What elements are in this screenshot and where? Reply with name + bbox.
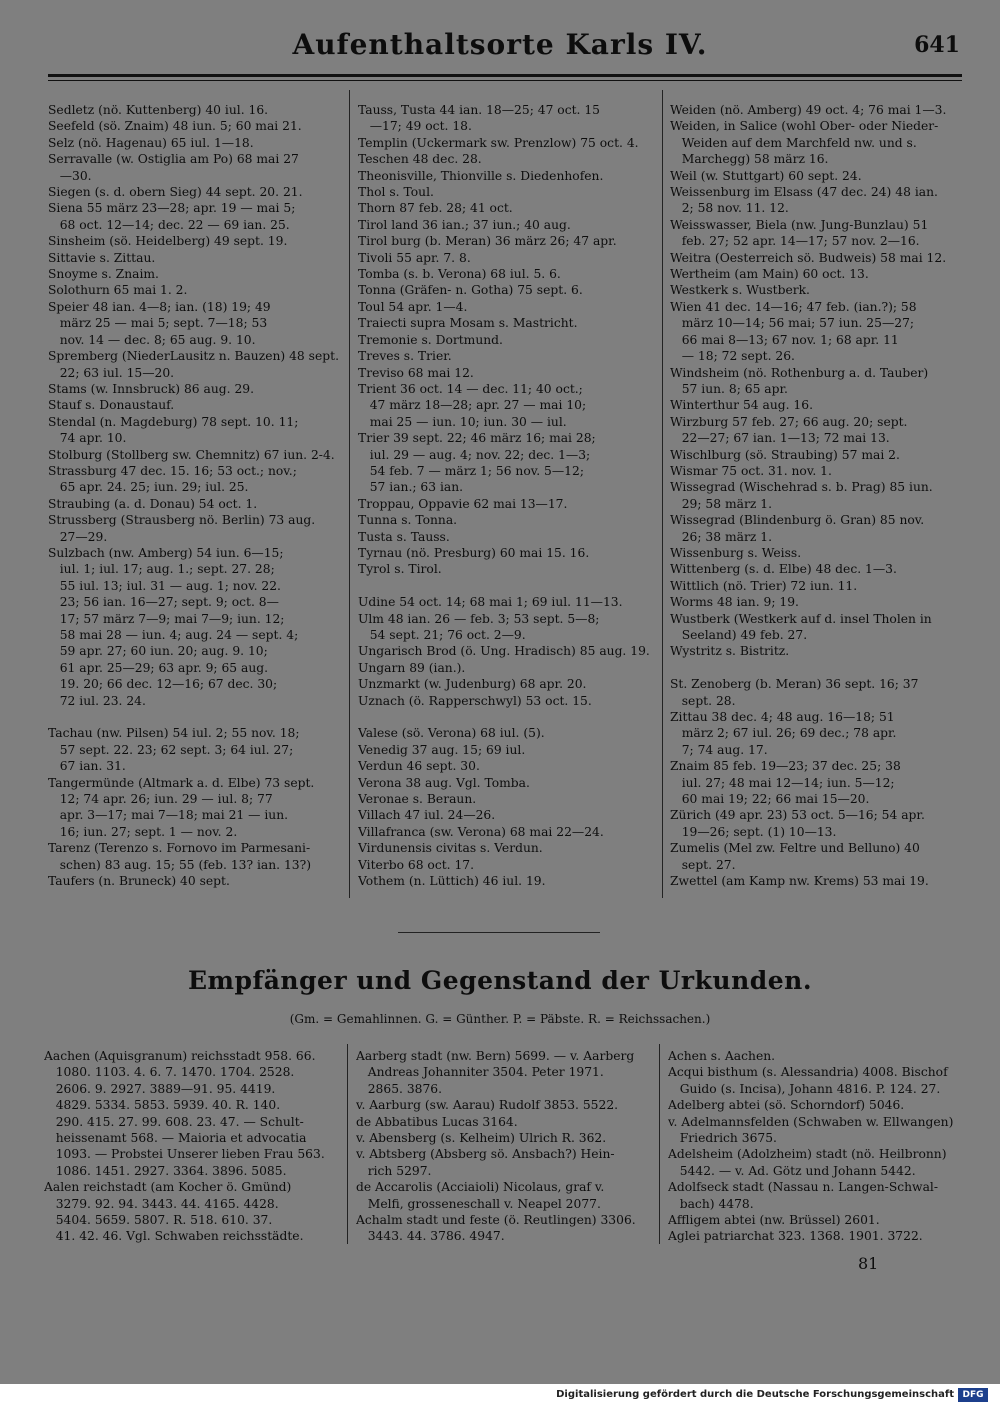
entry-line: feb. 27; 52 apr. 14—17; 57 nov. 2—16. xyxy=(670,234,920,249)
entry-line: v. Abensberg (s. Kelheim) Ulrich R. 362. xyxy=(356,1131,607,1146)
entry-line: Affligem abtei (nw. Brüssel) 2601. xyxy=(668,1213,880,1228)
entry-line: —30. xyxy=(48,168,92,183)
entry-line: 12; 74 apr. 26; iun. 29 — iul. 8; 77 xyxy=(48,792,273,807)
entry-line: Tangermünde (Altmark a. d. Elbe) 73 sept. xyxy=(48,775,315,790)
entry-line: 5442. — v. Ad. Götz und Johann 5442. xyxy=(668,1163,916,1178)
entry-line: 67 ian. 31. xyxy=(48,759,126,774)
entry-line: Wustberk (Westkerk auf d. insel Tholen in xyxy=(670,611,932,626)
entry-line: iul. 29 — aug. 4; nov. 22; dec. 1—3; xyxy=(358,447,591,462)
entry-line: Aachen (Aquisgranum) reichsstadt 958. 66. xyxy=(44,1049,316,1063)
entry-line: Stendal (n. Magdeburg) 78 sept. 10. 11; xyxy=(48,414,299,429)
entry-line: Templin (Uckermark sw. Prenzlow) 75 oct. 4. xyxy=(358,135,639,150)
entry-line: Windsheim (nö. Rothenburg a. d. Tauber) xyxy=(670,365,929,380)
entry-line: Sedletz (nö. Kuttenberg) 40 iul. 16. xyxy=(48,103,269,117)
entry-line: Westkerk s. Wustberk. xyxy=(670,283,810,298)
entry-line: apr. 3—17; mai 7—18; mai 21 — iun. xyxy=(48,808,289,823)
entry-line: 68 oct. 12—14; dec. 22 — 69 ian. 25. xyxy=(48,217,290,232)
entry-line: Wystritz s. Bistritz. xyxy=(670,644,790,659)
entry-line: 16; iun. 27; sept. 1 — nov. 2. xyxy=(48,824,238,839)
entry-line: nov. 14 — dec. 8; 65 aug. 9. 10. xyxy=(48,332,256,347)
entry-line: de Accarolis (Acciaioli) Nicolaus, graf v. xyxy=(356,1180,605,1195)
entry-line: 3443. 44. 3786. 4947. xyxy=(356,1229,505,1244)
entry-line: 57 iun. 8; 65 apr. xyxy=(670,381,788,396)
entry-line: Tusta s. Tauss. xyxy=(358,529,450,544)
entry-line: 19. 20; 66 dec. 12—16; 67 dec. 30; xyxy=(48,677,278,692)
entry-line: 57 ian.; 63 ian. xyxy=(358,480,464,495)
entry-line: Worms 48 ian. 9; 19. xyxy=(670,595,799,610)
column-divider-2 xyxy=(662,90,663,898)
entry-line: Wirzburg 57 feb. 27; 66 aug. 20; sept. xyxy=(670,414,908,429)
entry-line: Selz (nö. Hagenau) 65 iul. 1—18. xyxy=(48,135,254,150)
entry-line: 59 apr. 27; 60 iun. 20; aug. 9. 10; xyxy=(48,644,268,659)
entry-line xyxy=(670,660,964,676)
entry-line: Venedig 37 aug. 15; 69 iul. xyxy=(358,742,526,757)
recipients-column-3 xyxy=(668,1048,960,1245)
entry-line: Teschen 48 dec. 28. xyxy=(358,152,482,167)
entry-line: Marchegg) 58 märz 16. xyxy=(670,152,829,167)
entry-line: 74 apr. 10. xyxy=(48,431,127,446)
entry-line: Speier 48 ian. 4—8; ian. (18) 19; 49 xyxy=(48,299,271,314)
entry-line: Melfi, grosseneschall v. Neapel 2077. xyxy=(356,1196,601,1211)
entry-line: Aglei patriarchat 323. 1368. 1901. 3722. xyxy=(668,1229,923,1244)
entry-line: Strussberg (Strausberg nö. Berlin) 73 aug. xyxy=(48,513,316,528)
entry-line: Ungarisch Brod (ö. Ung. Hradisch) 85 aug. 19. xyxy=(358,644,650,659)
entry-line: Verona 38 aug. Vgl. Tomba. xyxy=(358,775,530,790)
entry-line: Guido (s. Incisa), Johann 4816. P. 124. 27. xyxy=(668,1081,941,1096)
entry-line: bach) 4478. xyxy=(668,1196,754,1211)
entry-line: Seeland) 49 feb. 27. xyxy=(670,628,808,642)
entry-line: Tirol burg (b. Meran) 36 märz 26; 47 apr. xyxy=(358,234,617,249)
entry-line: schen) 83 aug. 15; 55 (feb. 13? ian. 13?) xyxy=(48,857,312,872)
entry-line: Uznach (ö. Rapperschwyl) 53 oct. 15. xyxy=(358,693,592,708)
entry-line: Winterthur 54 aug. 16. xyxy=(670,398,813,413)
entry-line: Tomba (s. b. Verona) 68 iul. 5. 6. xyxy=(358,267,561,282)
entry-line: Adelberg abtei (sö. Schorndorf) 5046. xyxy=(668,1098,905,1113)
entry-line: v. Abtsberg (Absberg sö. Ansbach?) Hein- xyxy=(356,1147,615,1162)
entry-line: Acqui bisthum (s. Alessandria) 4008. Bischof xyxy=(668,1065,948,1080)
entry-line: 66 mai 8—13; 67 nov. 1; 68 apr. 11 xyxy=(670,332,899,347)
entry-line: Straubing (a. d. Donau) 54 oct. 1. xyxy=(48,496,258,511)
entry-line: Trient 36 oct. 14 — dec. 11; 40 oct.; xyxy=(358,381,583,396)
entry-line: Trier 39 sept. 22; 46 märz 16; mai 28; xyxy=(358,431,596,446)
digitization-credit: Digitalisierung gefördert durch die Deutsche Forschungsgemeinschaft xyxy=(556,1389,954,1400)
entry-line: 3279. 92. 94. 3443. 44. 4165. 4428. xyxy=(44,1196,279,1211)
entry-line: Wissegrad (Blindenburg ö. Gran) 85 nov. xyxy=(670,513,925,528)
entry-line: sept. 27. xyxy=(670,857,736,872)
header-rule-thin xyxy=(48,80,962,81)
entry-line: Siegen (s. d. obern Sieg) 44 sept. 20. 21. xyxy=(48,185,303,200)
entry-line: iul. 27; 48 mai 12—14; iun. 5—12; xyxy=(670,775,895,790)
entry-line xyxy=(358,578,654,594)
entry-line: 72 iul. 23. 24. xyxy=(48,693,146,708)
entry-line: 27—29. xyxy=(48,529,108,544)
entry-line xyxy=(48,709,340,725)
entry-line: Thorn 87 feb. 28; 41 oct. xyxy=(358,201,513,216)
entry-line: märz 25 — mai 5; sept. 7—18; 53 xyxy=(48,316,268,331)
entry-line: Andreas Johanniter 3504. Peter 1971. xyxy=(356,1065,604,1080)
recipients-column-1 xyxy=(44,1048,336,1245)
entry-line: Achalm stadt und feste (ö. Reutlingen) 3306. xyxy=(356,1213,636,1228)
entry-line: Stolburg (Stollberg sw. Chemnitz) 67 iun. 2-4. xyxy=(48,447,335,462)
entry-line: Adolfseck stadt (Nassau n. Langen-Schwal- xyxy=(668,1180,939,1195)
entry-line: Vothem (n. Lüttich) 46 iul. 19. xyxy=(358,874,546,889)
entry-line: rich 5297. xyxy=(356,1163,432,1178)
entry-line: märz 10—14; 56 mai; 57 iun. 25—27; xyxy=(670,316,915,331)
entry-line: Siena 55 märz 23—28; apr. 19 — mai 5; xyxy=(48,201,296,216)
places-column-2 xyxy=(358,102,654,890)
entry-line: Villafranca (sw. Verona) 68 mai 22—24. xyxy=(358,824,604,839)
entry-line: Viterbo 68 oct. 17. xyxy=(358,857,475,872)
entry-line: Wismar 75 oct. 31. nov. 1. xyxy=(670,463,832,478)
entry-line: —17; 49 oct. 18. xyxy=(358,119,472,134)
header-rule-thick xyxy=(48,74,962,77)
entry-line: Achen s. Aachen. xyxy=(668,1049,776,1063)
entry-line: Virdunensis civitas s. Verdun. xyxy=(358,841,543,856)
entry-line: 58 mai 28 — iun. 4; aug. 24 — sept. 4; xyxy=(48,628,299,642)
column-divider-3 xyxy=(347,1044,348,1244)
entry-line: 1080. 1103. 4. 6. 7. 1470. 1704. 2528. xyxy=(44,1065,295,1080)
entry-line: Valese (sö. Verona) 68 iul. (5). xyxy=(358,726,545,741)
entry-line: 23; 56 ian. 16—27; sept. 9; oct. 8— xyxy=(48,595,279,610)
entry-line: 57 sept. 22. 23; 62 sept. 3; 64 iul. 27; xyxy=(48,742,294,757)
entry-line: 1086. 1451. 2927. 3364. 3896. 5085. xyxy=(44,1163,287,1178)
entry-line: Spremberg (NiederLausitz n. Bauzen) 48 sept. xyxy=(48,349,339,364)
entry-line: Weitra (Oesterreich sö. Budweis) 58 mai 12. xyxy=(670,250,947,265)
entry-line: Wissegrad (Wischehrad s. b. Prag) 85 iun. xyxy=(670,480,933,495)
entry-line: Friedrich 3675. xyxy=(668,1131,777,1146)
entry-line: Aalen reichstadt (am Kocher ö. Gmünd) xyxy=(44,1180,292,1195)
entry-line: Udine 54 oct. 14; 68 mai 1; 69 iul. 11—13. xyxy=(358,595,623,610)
entry-line: Weiden auf dem Marchfeld nw. und s. xyxy=(670,135,917,150)
entry-line: Tremonie s. Dortmund. xyxy=(358,332,503,347)
entry-line: 54 sept. 21; 76 oct. 2—9. xyxy=(358,628,526,642)
entry-line: 65 apr. 24. 25; iun. 29; iul. 25. xyxy=(48,480,249,495)
entry-line: 2; 58 nov. 11. 12. xyxy=(670,201,789,216)
entry-line: St. Zenoberg (b. Meran) 36 sept. 16; 37 xyxy=(670,677,919,692)
entry-line: 2865. 3876. xyxy=(356,1081,443,1096)
entry-line: Weiden, in Salice (wohl Ober- oder Nieder- xyxy=(670,119,939,134)
entry-line: 22—27; 67 ian. 1—13; 72 mai 13. xyxy=(670,431,890,446)
entry-line: iul. 1; iul. 17; aug. 1.; sept. 27. 28; xyxy=(48,562,275,577)
entry-line: 1093. — Probstei Unserer lieben Frau 563. xyxy=(44,1147,325,1162)
entry-line: 2606. 9. 2927. 3889—91. 95. 4419. xyxy=(44,1081,276,1096)
entry-line: Wittlich (nö. Trier) 72 iun. 11. xyxy=(670,578,858,593)
section-divider xyxy=(398,932,600,933)
entry-line: Strassburg 47 dec. 15. 16; 53 oct.; nov.; xyxy=(48,463,297,478)
entry-line: Snoyme s. Znaim. xyxy=(48,267,159,282)
entry-line: mai 25 — iun. 10; iun. 30 — iul. xyxy=(358,414,567,429)
entry-line: Unzmarkt (w. Judenburg) 68 apr. 20. xyxy=(358,677,587,692)
entry-line: Wien 41 dec. 14—16; 47 feb. (ian.?); 58 xyxy=(670,299,917,314)
entry-line: Tonna (Gräfen- n. Gotha) 75 sept. 6. xyxy=(358,283,583,298)
entry-line: Sulzbach (nw. Amberg) 54 iun. 6—15; xyxy=(48,545,284,560)
entry-line: Weissenburg im Elsass (47 dec. 24) 48 ian. xyxy=(670,185,938,200)
entry-line: Thol s. Toul. xyxy=(358,185,434,200)
entry-line: 41. 42. 46. Vgl. Schwaben reichsstädte. xyxy=(44,1229,304,1244)
entry-line: Zwettel (am Kamp nw. Krems) 53 mai 19. xyxy=(670,874,929,889)
entry-line: Wischlburg (sö. Straubing) 57 mai 2. xyxy=(670,447,900,462)
entry-line: Serravalle (w. Ostiglia am Po) 68 mai 27 xyxy=(48,152,299,167)
entry-line: 26; 38 märz 1. xyxy=(670,529,772,544)
entry-line: Sinsheim (sö. Heidelberg) 49 sept. 19. xyxy=(48,234,288,249)
entry-line: Villach 47 iul. 24—26. xyxy=(358,808,496,823)
places-column-3 xyxy=(670,102,964,890)
entry-line: Taufers (n. Bruneck) 40 sept. xyxy=(48,874,230,889)
entry-line: Aarberg stadt (nw. Bern) 5699. — v. Aarberg xyxy=(356,1049,635,1063)
entry-line: 290. 415. 27. 99. 608. 23. 47. — Schult- xyxy=(44,1114,304,1129)
entry-line: Weil (w. Stuttgart) 60 sept. 24. xyxy=(670,168,862,183)
entry-line: Zumelis (Mel zw. Feltre und Belluno) 40 xyxy=(670,841,920,856)
entry-line: Troppau, Oppavie 62 mai 13—17. xyxy=(358,496,568,511)
entry-line: Veronae s. Beraun. xyxy=(358,792,477,807)
entry-line: 17; 57 märz 7—9; mai 7—9; iun. 12; xyxy=(48,611,285,626)
entry-line: 29; 58 märz 1. xyxy=(670,496,772,511)
entry-line: v. Aarburg (sw. Aarau) Rudolf 3853. 5522. xyxy=(356,1098,619,1113)
entry-line: Zürich (49 apr. 23) 53 oct. 5—16; 54 apr. xyxy=(670,808,925,823)
entry-line: Wissenburg s. Weiss. xyxy=(670,545,802,560)
section-abbreviations: (Gm. = Gemahlinnen. G. = Günther. P. = Päbste. R. = Reichssachen.) xyxy=(289,1012,711,1026)
entry-line: märz 2; 67 iul. 26; 69 dec.; 78 apr. xyxy=(670,726,897,741)
entry-line: Ungarn 89 (ian.). xyxy=(358,660,466,675)
entry-line: Verdun 46 sept. 30. xyxy=(358,759,480,774)
page-title: Aufenthaltsorte Karls IV. xyxy=(292,28,708,61)
entry-line: Znaim 85 feb. 19—23; 37 dec. 25; 38 xyxy=(670,759,901,774)
entry-line: 22; 63 iul. 15—20. xyxy=(48,365,175,380)
dfg-logo-icon: DFG xyxy=(958,1388,988,1402)
entry-line: Sittavie s. Zittau. xyxy=(48,250,156,265)
entry-line: v. Adelmannsfelden (Schwaben w. Ellwangen) xyxy=(668,1114,954,1129)
entry-line: 55 iul. 13; iul. 31 — aug. 1; nov. 22. xyxy=(48,578,281,593)
entry-line: 4829. 5334. 5853. 5939. 40. R. 140. xyxy=(44,1098,281,1113)
entry-line: Stauf s. Donaustauf. xyxy=(48,398,175,413)
entry-line: Traiecti supra Mosam s. Mastricht. xyxy=(358,316,578,331)
entry-line: — 18; 72 sept. 26. xyxy=(670,349,795,364)
entry-line: 19—26; sept. (1) 10—13. xyxy=(670,824,837,839)
recipients-column-2 xyxy=(356,1048,648,1245)
footer-page-number: 81 xyxy=(858,1254,879,1273)
entry-line: Tivoli 55 apr. 7. 8. xyxy=(358,250,471,265)
entry-line: Treves s. Trier. xyxy=(358,349,452,364)
entry-line: Weisswasser, Biela (nw. Jung-Bunzlau) 51 xyxy=(670,217,929,232)
entry-line: Seefeld (sö. Znaim) 48 iun. 5; 60 mai 21. xyxy=(48,119,302,134)
entry-line: Weiden (nö. Amberg) 49 oct. 4; 76 mai 1—3. xyxy=(670,103,947,117)
entry-line: Treviso 68 mai 12. xyxy=(358,365,474,380)
entry-line: 61 apr. 25—29; 63 apr. 9; 65 aug. xyxy=(48,660,269,675)
entry-line: Tauss, Tusta 44 ian. 18—25; 47 oct. 15 xyxy=(358,103,601,117)
entry-line: Tunna s. Tonna. xyxy=(358,513,458,528)
entry-line: Zittau 38 dec. 4; 48 aug. 16—18; 51 xyxy=(670,710,895,725)
entry-line: 60 mai 19; 22; 66 mai 15—20. xyxy=(670,792,870,807)
entry-line: Wittenberg (s. d. Elbe) 48 dec. 1—3. xyxy=(670,562,897,577)
entry-line: Ulm 48 ian. 26 — feb. 3; 53 sept. 5—8; xyxy=(358,611,600,626)
entry-line xyxy=(358,709,654,725)
page-number: 641 xyxy=(914,32,960,58)
entry-line: Tarenz (Terenzo s. Fornovo im Parmesani- xyxy=(48,841,311,856)
entry-line: Tirol land 36 ian.; 37 iun.; 40 aug. xyxy=(358,217,571,232)
entry-line: Adelsheim (Adolzheim) stadt (nö. Heilbronn) xyxy=(668,1147,947,1162)
entry-line: Tyrol s. Tirol. xyxy=(358,562,442,577)
entry-line: heissenamt 568. — Maioria et advocatia xyxy=(44,1131,307,1146)
column-divider-4 xyxy=(659,1044,660,1244)
entry-line: Theonisville, Thionville s. Diedenhofen. xyxy=(358,168,604,183)
entry-line: Tachau (nw. Pilsen) 54 iul. 2; 55 nov. 18; xyxy=(48,726,300,741)
places-column-1 xyxy=(48,102,340,890)
entry-line: Stams (w. Innsbruck) 86 aug. 29. xyxy=(48,381,255,396)
entry-line: sept. 28. xyxy=(670,693,736,708)
column-divider-1 xyxy=(349,90,350,898)
entry-line: 5404. 5659. 5807. R. 518. 610. 37. xyxy=(44,1213,273,1228)
entry-line: Solothurn 65 mai 1. 2. xyxy=(48,283,188,298)
entry-line: Toul 54 apr. 1—4. xyxy=(358,299,468,314)
entry-line: de Abbatibus Lucas 3164. xyxy=(356,1114,518,1129)
entry-line: 54 feb. 7 — märz 1; 56 nov. 5—12; xyxy=(358,463,584,478)
entry-line: Tyrnau (nö. Presburg) 60 mai 15. 16. xyxy=(358,545,590,560)
entry-line: 47 märz 18—28; apr. 27 — mai 10; xyxy=(358,398,587,413)
entry-line: 7; 74 aug. 17. xyxy=(670,742,768,757)
section-title: Empfänger und Gegenstand der Urkunden. xyxy=(187,966,813,995)
entry-line: Wertheim (am Main) 60 oct. 13. xyxy=(670,267,869,282)
